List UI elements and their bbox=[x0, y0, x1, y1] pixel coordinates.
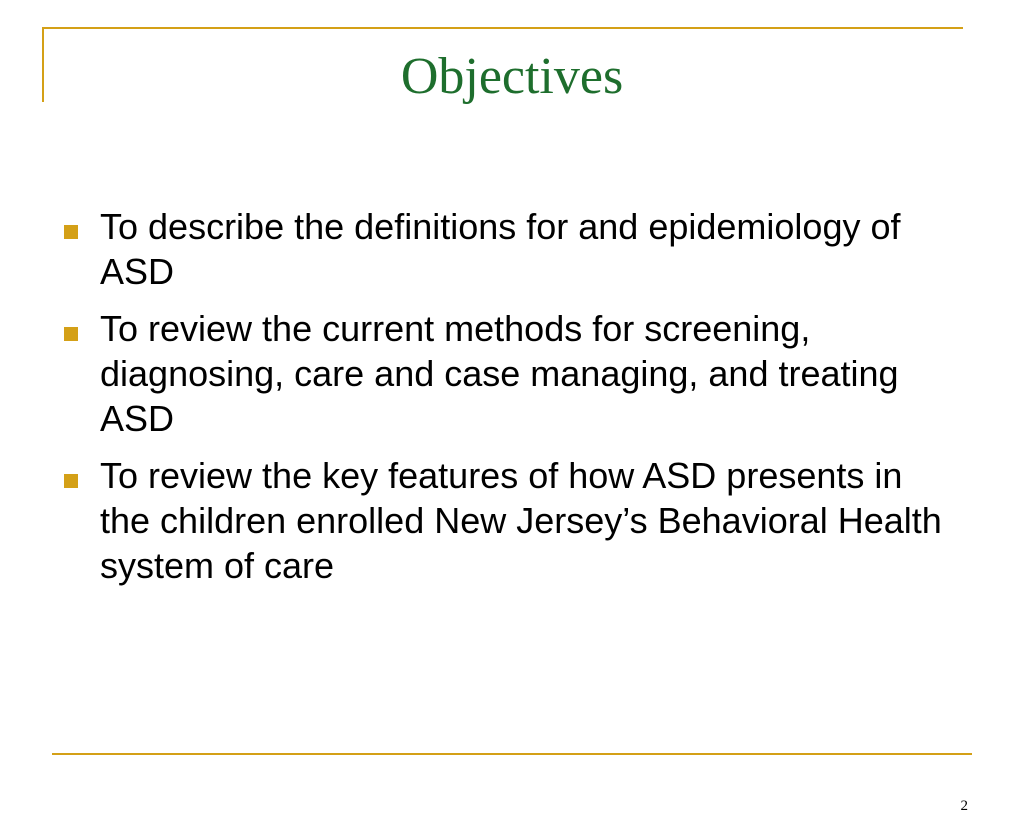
list-item bbox=[62, 453, 962, 588]
list-item bbox=[62, 204, 962, 294]
square-bullet-icon bbox=[64, 474, 78, 488]
bullet-text: To describe the definitions for and epidemiology of ASD bbox=[100, 206, 901, 292]
top-frame-line bbox=[42, 27, 963, 29]
bullet-text: To review the key features of how ASD presents in the children enrolled New Jersey’s Behavioral Health system of care bbox=[100, 455, 942, 586]
list-item bbox=[62, 306, 962, 441]
page-number: 2 bbox=[960, 798, 968, 814]
square-bullet-icon bbox=[64, 327, 78, 341]
square-bullet-icon bbox=[64, 225, 78, 239]
footer-rule bbox=[52, 753, 972, 755]
objectives-list bbox=[62, 204, 962, 600]
bullet-text: To review the current methods for screening, diagnosing, care and case managing, and treating ASD bbox=[100, 308, 899, 439]
slide-title: Objectives bbox=[400, 48, 624, 105]
